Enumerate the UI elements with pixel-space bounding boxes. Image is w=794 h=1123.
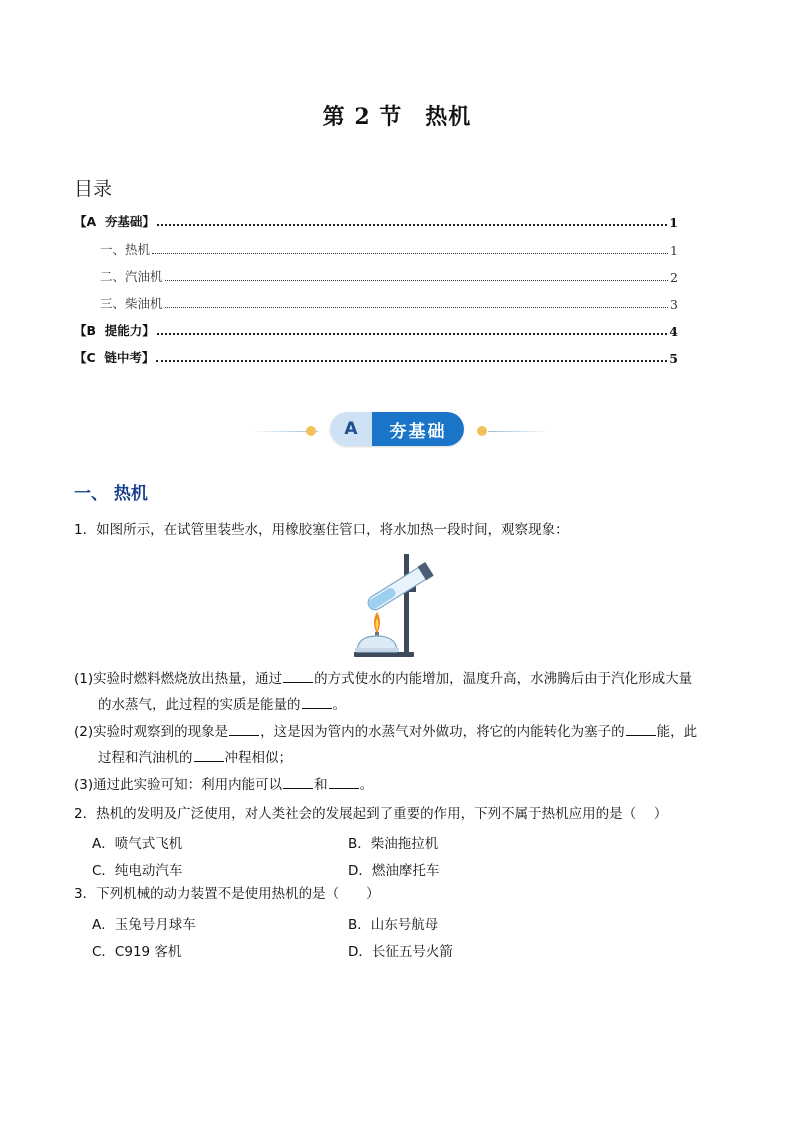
toc-entry-label: 三、柴油机 [100,296,163,311]
toc-entry-page: 5 [669,351,678,366]
toc-entry-page: 4 [669,324,678,339]
q1-part1-text-c: 的水蒸气，此过程的实质是能量的 [98,697,301,713]
question-3-option-a[interactable]: A．玉兔号月球车 [92,917,196,933]
test-tube [365,562,434,613]
toc-leader [156,360,667,362]
question-3-option-d[interactable]: D．长征五号火箭 [348,944,453,960]
section-banner [228,410,564,452]
toc-leader [157,333,668,335]
toc-entry-label: 【C 链中考】 [74,350,155,365]
toc-entry-page: 2 [670,270,678,285]
question-3-option-c[interactable]: C．C919 客机 [92,944,182,960]
question-3-option-b[interactable]: B．山东号航母 [348,917,439,933]
question-2-option-a[interactable]: A．喷气式飞机 [92,836,183,852]
toc-entry-label: 【A 夯基础】 [74,214,155,229]
toc-entry-b[interactable] [74,321,678,339]
section-title: 一、 热机 [74,484,148,504]
toc-entry-page: 1 [669,215,678,230]
question-1-part-2 [74,719,724,771]
q1-part1-text-d: 。 [332,697,346,713]
q1-part1-text-a: (1)实验时燃料燃烧放出热量，通过 [74,671,283,687]
toc-entry-label: 【B 提能力】 [74,323,155,338]
stand-rod [404,554,409,654]
q1-part2-text-d: 过程和汽油机的 [98,750,193,766]
toc-leader [152,253,668,254]
experiment-apparatus-figure [340,548,440,664]
toc-entry-gasoline-engine[interactable] [74,267,678,285]
q1-part3-text-b: 和 [314,777,328,793]
question-2-option-b[interactable]: B．柴油拖拉机 [348,836,439,852]
banner-right-dot [477,426,487,436]
toc-entry-label: 二、汽油机 [100,269,163,284]
q1-part1-text-b: 的方式使水的内能增加，温度升高，水沸腾后由于汽化形成大量 [314,671,693,687]
question-1-stem: 1．如图所示，在试管里装些水，用橡胶塞住管口，将水加热一段时间，观察现象： [74,522,569,538]
question-2-option-c[interactable]: C．纯电动汽车 [92,863,183,879]
toc-leader [157,224,667,226]
q1-part2-text-a: (2)实验时观察到的现象是 [74,724,229,740]
answer-blank[interactable] [626,721,656,736]
banner-text: 夯基础 [372,412,464,446]
answer-blank[interactable] [329,774,359,789]
toc-entry-diesel-engine[interactable] [74,294,678,312]
banner-pill [330,412,464,446]
answer-blank[interactable] [194,747,224,762]
toc-entry-a[interactable] [74,212,678,230]
answer-blank[interactable] [283,668,313,683]
toc-heading: 目录 [74,178,113,200]
banner-right-line [488,431,552,432]
q1-part2-text-b: ，这是因为管内的水蒸气对外做功，将它的内能转化为塞子的 [260,724,625,740]
toc-entry-c[interactable] [74,348,678,366]
banner-letter: A [330,412,372,446]
toc-entry-page: 1 [670,243,678,258]
page-title: 第 2 节 热机 [322,104,472,130]
q1-part3-text-c: 。 [359,777,374,793]
question-3-stem: 3．下列机械的动力装置不是使用热机的是（ ） [74,886,380,902]
toc-leader [165,280,669,281]
toc-entry-heat-engine[interactable] [74,240,678,258]
answer-blank[interactable] [283,774,313,789]
question-2-stem: 2．热机的发明及广泛使用，对人类社会的发展起到了重要的作用，下列不属于热机应用的是（ ） [74,806,668,822]
banner-left-dot [306,426,316,436]
q1-part3-text-a: (3)通过此实验可知：利用内能可以 [74,777,283,793]
q1-part2-text-e: 冲程相似； [224,750,292,766]
q1-part2-text-c: 能，此 [656,724,698,740]
answer-blank[interactable] [229,721,259,736]
toc-leader [165,307,669,308]
toc-entry-page: 3 [670,297,678,312]
question-1-part-3 [74,772,724,798]
question-2-option-d[interactable]: D．燃油摩托车 [348,863,440,879]
question-1-part-1 [74,666,724,718]
toc-entry-label: 一、热机 [100,242,151,257]
answer-blank[interactable] [302,694,332,709]
